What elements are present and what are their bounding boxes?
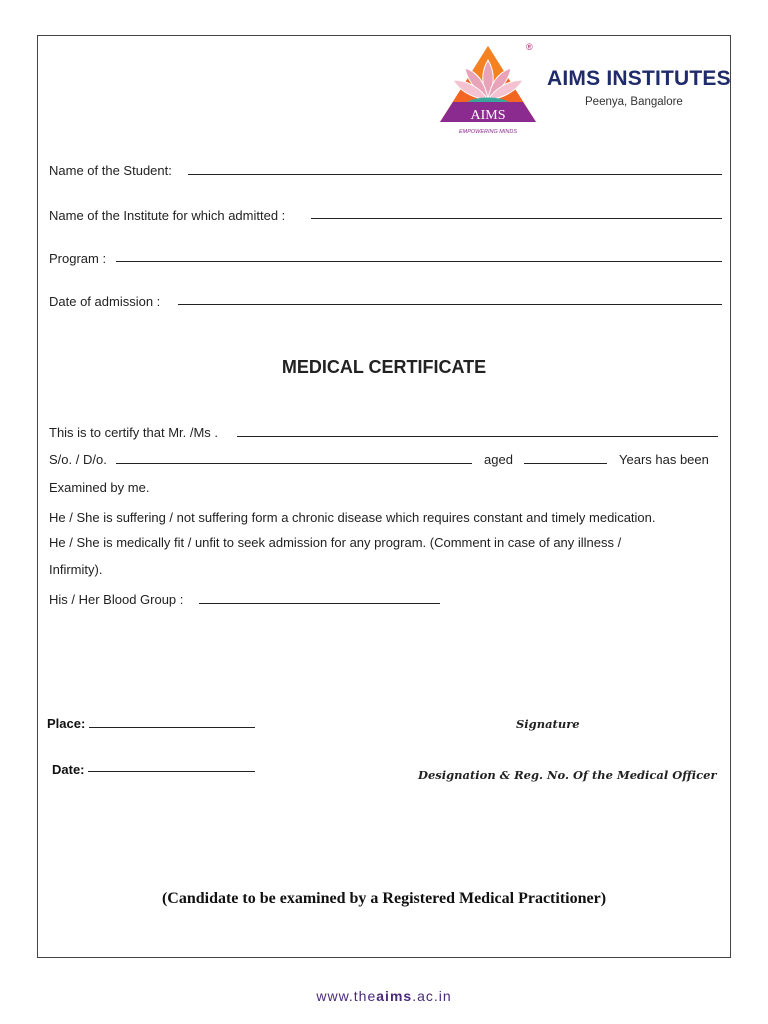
registered-mark: ® — [526, 42, 533, 52]
certify-name-line[interactable] — [237, 436, 718, 437]
examined-text: Examined by me. — [49, 480, 150, 495]
website-prefix: www.the — [316, 988, 377, 1004]
so-do-label: S/o. / D/o. — [49, 452, 107, 467]
place-line[interactable] — [89, 727, 255, 728]
date-line[interactable] — [88, 771, 255, 772]
student-name-label: Name of the Student: — [49, 163, 172, 178]
designation-label: Designation & Reg. No. Of the Medical Officer — [418, 768, 717, 782]
institute-label: Name of the Institute for which admitted : — [49, 208, 286, 223]
fitness-text: He / She is medically fit / unfit to seek admission for any program. (Comment in case of any illness / — [49, 535, 622, 550]
blood-group-line[interactable] — [199, 603, 440, 604]
website-bold: aims — [376, 988, 413, 1004]
institute-line[interactable] — [311, 218, 722, 219]
blood-group-label: His / Her Blood Group : — [49, 592, 184, 607]
institute-location: Peenya, Bangalore — [585, 96, 683, 108]
examination-note: (Candidate to be examined by a Registered Medical Practitioner) — [161, 890, 607, 907]
svg-text:EMPOWERING MINDS: EMPOWERING MINDS — [458, 129, 518, 135]
chronic-disease-text: He / She is suffering / not suffering form a chronic disease which requires constant and timely medication. — [49, 510, 656, 525]
so-do-line[interactable] — [116, 463, 472, 464]
svg-text:AIMS: AIMS — [470, 108, 506, 123]
certify-label: This is to certify that Mr. /Ms . — [49, 425, 219, 440]
date-label: Date: — [52, 762, 85, 777]
infirmity-text: Infirmity). — [49, 562, 103, 577]
aims-logo — [437, 44, 539, 136]
program-line[interactable] — [116, 261, 722, 262]
program-label: Program : — [49, 251, 107, 266]
website-suffix: .ac.in — [412, 988, 452, 1004]
admission-date-line[interactable] — [178, 304, 722, 305]
years-label: Years has been — [619, 452, 709, 467]
institute-name: AIMS INSTITUTES — [547, 67, 731, 90]
page-title: MEDICAL CERTIFICATE — [281, 357, 487, 377]
aged-label: aged — [484, 452, 513, 467]
admission-date-label: Date of admission : — [49, 294, 161, 309]
website-link[interactable] — [0, 988, 768, 1004]
student-name-line[interactable] — [188, 174, 722, 175]
age-line[interactable] — [524, 463, 607, 464]
signature-label: Signature — [516, 717, 580, 731]
place-label: Place: — [47, 716, 86, 731]
